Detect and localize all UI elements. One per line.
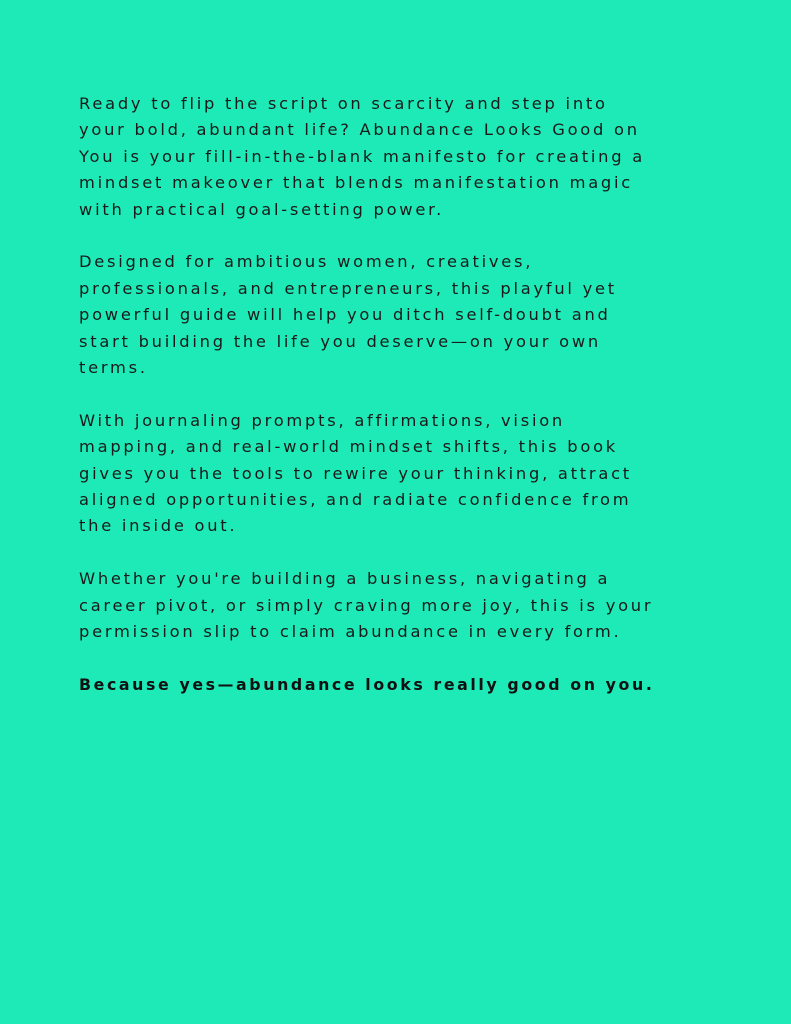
- audience-paragraph: [79, 249, 721, 381]
- closing-tagline: Because yes—abundance looks really good on you.: [79, 674, 655, 694]
- intro-paragraph: [79, 91, 721, 223]
- text-line: Whether you're building a business, navigating a: [79, 569, 611, 589]
- text-line: Designed for ambitious women, creatives,: [79, 252, 534, 272]
- text-line: permission slip to claim abundance in every form.: [79, 622, 622, 642]
- text-line: With journaling prompts, affirmations, vision: [79, 410, 565, 430]
- features-paragraph: [79, 408, 721, 540]
- text-line: Ready to flip the script on scarcity and step into: [79, 94, 608, 113]
- text-line: the inside out.: [79, 516, 238, 536]
- text-line: mindset makeover that blends manifestation magic: [79, 173, 633, 193]
- text-line: powerful guide will help you ditch self-doubt and: [79, 305, 611, 325]
- purpose-paragraph: [79, 566, 721, 645]
- text-line: your bold, abundant life? Abundance Looks Good on: [79, 120, 640, 140]
- text-line: aligned opportunities, and radiate confidence from: [79, 490, 632, 510]
- text-line: professionals, and entrepreneurs, this playful yet: [79, 278, 617, 298]
- text-line: with practical goal-setting power.: [79, 199, 445, 219]
- text-line: terms.: [79, 358, 148, 378]
- text-line: career pivot, or simply craving more joy, this is your: [79, 595, 654, 615]
- text-line: start building the life you deserve—on your own: [79, 331, 602, 351]
- text-line: You is your fill-in-the-blank manifesto for creating a: [79, 146, 645, 166]
- text-line: gives you the tools to rewire your thinking, attract: [79, 463, 632, 483]
- text-line: mapping, and real-world mindset shifts, this book: [79, 437, 618, 457]
